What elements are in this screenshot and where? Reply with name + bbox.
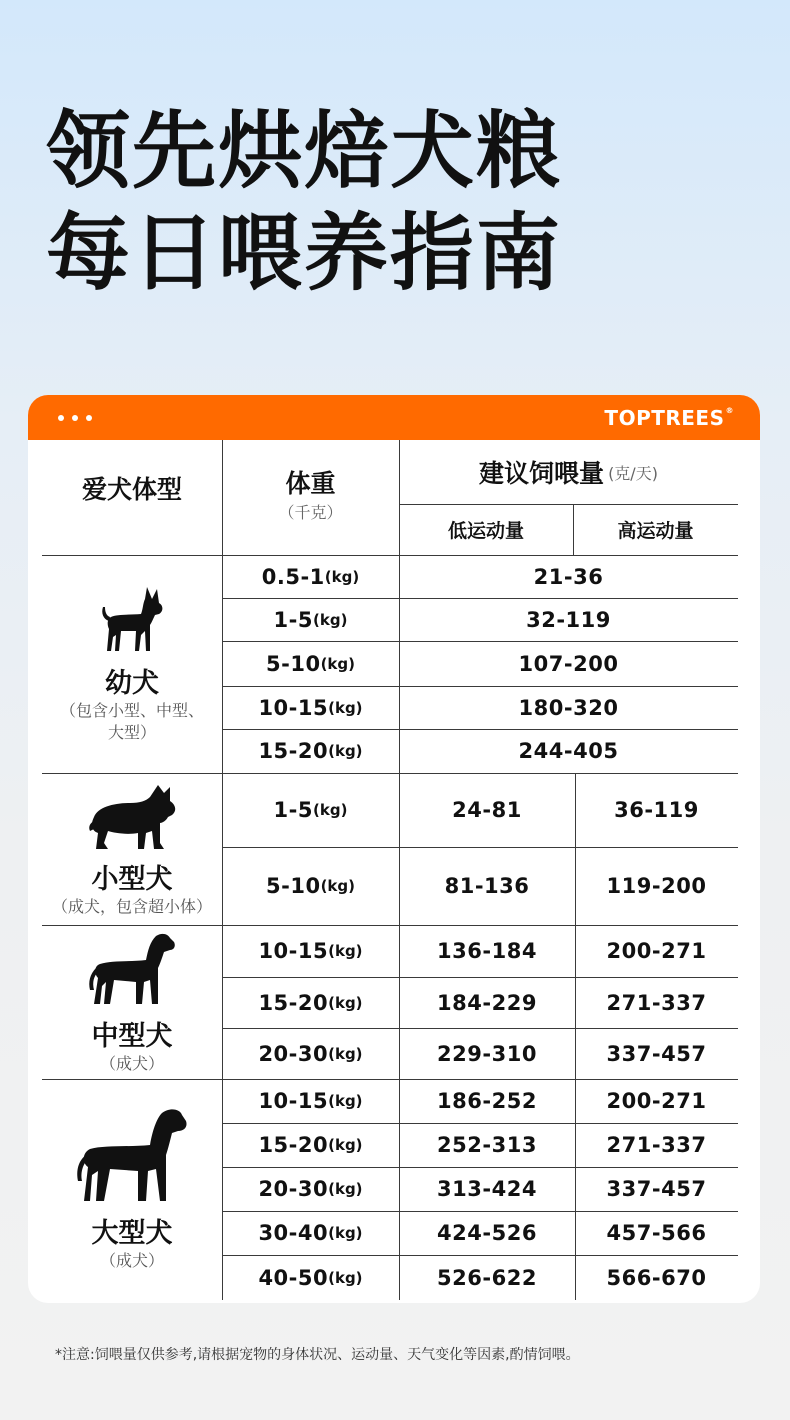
medium-dog-icon <box>86 930 178 1010</box>
weight-unit: (kg) <box>313 801 348 819</box>
table-cell-high: 457-566 <box>606 1221 707 1245</box>
category-large-note: （成犬） <box>99 1251 164 1270</box>
category-puppy <box>42 555 222 773</box>
table-row-weight <box>222 1123 399 1167</box>
table-row-weight <box>222 729 399 773</box>
weight-unit: (kg) <box>328 1224 363 1242</box>
table-row-weight <box>222 977 399 1028</box>
weight-unit: (kg) <box>320 877 355 895</box>
weight-value: 10-15 <box>258 1089 329 1113</box>
category-large <box>42 1079 222 1300</box>
weight-value: 40-50 <box>258 1265 329 1290</box>
header-high-label: 高运动量 <box>617 520 694 542</box>
feeding-guide-card <box>28 395 760 1303</box>
table-row-weight <box>222 925 399 977</box>
weight-value: 20-30 <box>258 1041 329 1066</box>
table-row-weight <box>222 1028 399 1079</box>
table-row-weight <box>222 847 399 925</box>
weight-unit: (kg) <box>328 1044 363 1063</box>
header-amount-label: 建议饲喂量 <box>479 459 605 488</box>
weight-value: 5-10 <box>266 874 321 898</box>
header-amount-unit: (克/天) <box>608 463 658 483</box>
title-line-2: 每日喂养指南 <box>46 204 563 302</box>
category-small-name: 小型犬 <box>91 863 173 895</box>
category-puppy-name: 幼犬 <box>105 667 159 699</box>
footnote: *注意:饲喂量仅供参考,请根据宠物的身体状况、运动量、天气变化等因素,酌情饲喂。 <box>55 1347 580 1363</box>
table-row-weight <box>222 1167 399 1211</box>
table-cell-high: 119-200 <box>606 874 707 898</box>
table-cell-high: 566-670 <box>606 1265 707 1290</box>
dot-icon <box>86 415 92 421</box>
table-cell-amount: 180-320 <box>518 695 619 720</box>
weight-unit: (kg) <box>328 742 363 760</box>
table-cell-low: 424-526 <box>437 1221 537 1245</box>
table-cell-amount: 244-405 <box>518 739 619 763</box>
table-cell-high: 200-271 <box>606 939 707 963</box>
large-dog-icon <box>74 1107 190 1207</box>
table-cell-low: 81-136 <box>444 874 530 898</box>
table-row-weight <box>222 598 399 641</box>
table-cell-low: 526-622 <box>437 1265 537 1290</box>
table-row-weight <box>222 686 399 729</box>
table-cell-high: 36-119 <box>614 798 699 822</box>
weight-value: 15-20 <box>258 1133 329 1157</box>
weight-unit: (kg) <box>328 1180 363 1198</box>
chihuahua-icon <box>97 585 167 657</box>
weight-unit: (kg) <box>320 654 355 673</box>
category-large-name: 大型犬 <box>91 1218 173 1249</box>
weight-value: 5-10 <box>266 651 321 676</box>
table-cell-low: 184-229 <box>437 990 537 1015</box>
category-medium-note: （成犬） <box>99 1053 164 1073</box>
table-cell-high: 271-337 <box>606 990 707 1015</box>
header-high-activity <box>573 504 738 555</box>
table-cell-amount: 21-36 <box>533 564 604 589</box>
header-weight <box>222 440 399 555</box>
window-dots <box>58 415 92 421</box>
table-cell-low: 136-184 <box>437 939 537 963</box>
weight-value: 10-15 <box>258 939 329 963</box>
weight-value: 20-30 <box>258 1177 329 1201</box>
header-low-label: 低运动量 <box>447 520 524 542</box>
header-low-activity <box>399 504 573 555</box>
table-cell-amount: 32-119 <box>526 607 611 632</box>
weight-unit: (kg) <box>313 610 348 629</box>
category-medium <box>42 925 222 1079</box>
table-row-weight <box>222 1211 399 1255</box>
dot-icon <box>58 415 64 421</box>
table-cell-high: 337-457 <box>606 1177 707 1201</box>
weight-unit: (kg) <box>328 1136 363 1154</box>
brand-logo <box>604 406 734 430</box>
category-medium-name: 中型犬 <box>91 1020 173 1052</box>
table-cell-low: 229-310 <box>437 1041 537 1066</box>
table-cell-high: 271-337 <box>606 1133 707 1157</box>
table-cell-high: 337-457 <box>606 1041 707 1066</box>
weight-unit: (kg) <box>328 942 363 960</box>
header-dog-type-label: 爱犬体型 <box>81 474 182 504</box>
weight-value: 1-5 <box>273 798 313 822</box>
category-small-note: （成犬，包含超小体） <box>51 896 212 916</box>
table-row-weight <box>222 1079 399 1123</box>
card-header <box>28 395 760 440</box>
table-cell-high: 200-271 <box>606 1089 707 1113</box>
table-cell-low: 313-424 <box>437 1177 537 1201</box>
table-row-weight <box>222 773 399 847</box>
weight-value: 30-40 <box>258 1221 329 1245</box>
table-row-weight <box>222 1255 399 1300</box>
dot-icon <box>72 415 78 421</box>
weight-value: 1-5 <box>273 607 313 632</box>
table-cell-low: 252-313 <box>437 1133 537 1157</box>
weight-unit: (kg) <box>328 1268 363 1287</box>
table-cell-low: 186-252 <box>437 1089 537 1113</box>
brand-name: TOPTREES <box>604 406 725 430</box>
table-row-weight <box>222 641 399 686</box>
weight-value: 15-20 <box>258 739 329 763</box>
weight-unit: (kg) <box>328 1092 363 1110</box>
weight-unit: (kg) <box>324 567 360 586</box>
weight-unit: (kg) <box>328 698 363 717</box>
title-line-1: 领先烘焙犬粮 <box>46 102 563 200</box>
header-dog-type <box>42 440 222 535</box>
category-puppy-note: （包含小型、中型、大型） <box>59 700 204 742</box>
weight-value: 15-20 <box>258 990 329 1015</box>
feeding-table <box>42 440 738 1300</box>
header-amount <box>399 440 738 504</box>
category-small <box>42 773 222 925</box>
header-weight-unit: （千克） <box>278 503 343 522</box>
table-row-weight <box>222 555 399 598</box>
registered-mark: ® <box>725 406 734 415</box>
weight-unit: (kg) <box>328 993 363 1012</box>
table-cell-amount: 107-200 <box>518 651 619 676</box>
weight-value: 0.5-1 <box>261 564 325 589</box>
header-weight-label: 体重 <box>285 469 336 498</box>
french-bulldog-icon <box>84 781 180 853</box>
weight-value: 10-15 <box>258 695 329 720</box>
page-title <box>46 100 562 304</box>
table-cell-low: 24-81 <box>452 798 522 822</box>
